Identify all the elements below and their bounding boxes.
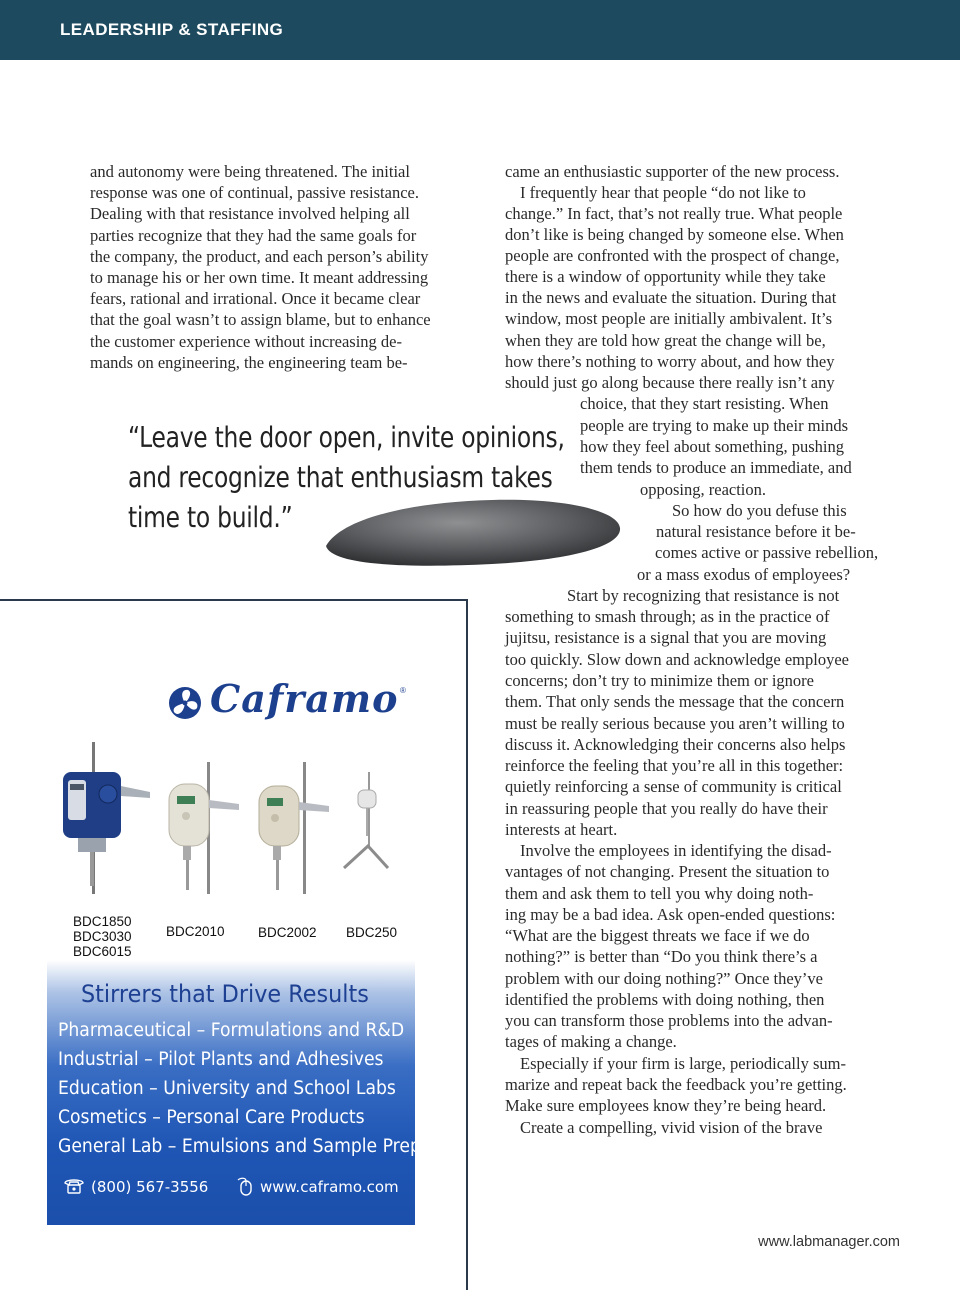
text-line: Make sure employees know they’re being heard.: [505, 1096, 827, 1115]
text-line: quietly reinforcing a sense of community is critical: [505, 777, 842, 796]
text-line: in the news and evaluate the situation. During that: [505, 288, 837, 307]
ad-market-line: Education – University and School Labs: [58, 1078, 396, 1099]
pull-quote-line: and recognize that enthusiasm takes: [128, 461, 553, 494]
text-line: marize and repeat back the feedback you’re getting.: [505, 1075, 847, 1094]
text-line: how they feel about something, pushing: [580, 437, 844, 456]
text-line: them tends to produce an immediate, and: [580, 458, 852, 477]
text-line: fears, rational and irrational. Once it became clear: [90, 289, 421, 309]
text-line: something to smash through; as in the practice of: [505, 607, 830, 626]
pull-quote-line: time to build.”: [128, 501, 293, 534]
ad-market-line: Cosmetics – Personal Care Products: [58, 1107, 365, 1128]
text-line: jujitsu, resistance is a signal that you are moving: [505, 628, 827, 647]
text-line: ing may be a bad idea. Ask open-ended questions:: [505, 905, 836, 924]
text-line: natural resistance before it be-: [656, 522, 856, 541]
caframo-logo[interactable]: [168, 676, 418, 730]
text-line: comes active or passive rebellion,: [655, 543, 879, 562]
text-line: people are confronted with the prospect of change,: [505, 246, 840, 265]
text-line: choice, that they start resisting. When: [580, 394, 829, 413]
text-line: change.” In fact, that’s not really true. What people: [505, 204, 843, 223]
ad-market-line: Industrial – Pilot Plants and Adhesives: [58, 1049, 384, 1070]
text-line: them. That only sends the message that the concern: [505, 692, 845, 711]
stirrer-image-bdc2010: [165, 762, 245, 894]
text-line: nothing?” is better than “Do you think there’s a: [505, 947, 818, 966]
ad-market-line: Pharmaceutical – Formulations and R&D: [58, 1020, 405, 1041]
registered-mark: ®: [400, 686, 406, 695]
text-line: came an enthusiastic supporter of the new process.: [505, 162, 840, 181]
text-line: vantages of not changing. Present the situation to: [505, 862, 830, 881]
text-line: interests at heart.: [505, 820, 618, 839]
text-line: should just go along because there really isn’t any: [505, 373, 835, 392]
phone-number[interactable]: (800) 567-3556: [91, 1178, 209, 1196]
text-line: there is a window of opportunity while they take: [505, 267, 826, 286]
text-line: mands on engineering, the engineering team be-: [90, 352, 408, 372]
stone-image: [322, 488, 622, 568]
text-line: Dealing with that resistance involved helping all: [90, 204, 410, 224]
stirrer-image-bdc1850: [58, 742, 156, 894]
model-label: BDC1850: [73, 914, 132, 929]
fan-icon: [168, 686, 202, 720]
text-line: too quickly. Slow down and acknowledge employee: [505, 650, 849, 669]
stirrer-image-bdc2002: [253, 762, 333, 894]
text-line: and autonomy were being threatened. The initial: [90, 162, 410, 181]
text-line: to manage his or her own time. It meant addressing: [90, 268, 429, 288]
text-line: I frequently hear that people “do not like to: [520, 183, 806, 202]
text-line: the company, the product, and each person’s ability: [90, 246, 429, 266]
ad-market-line: General Lab – Emulsions and Sample Prep: [58, 1136, 421, 1157]
ad-border: [0, 599, 468, 601]
text-line: parties recognize that they had the same goals for: [90, 225, 417, 245]
text-line: Create a compelling, vivid vision of the brave: [520, 1118, 823, 1137]
text-line: So how do you defuse this: [672, 501, 847, 520]
text-line: “What are the biggest threats we face if we do: [505, 926, 810, 945]
text-line: reinforce the feeling that you’re all in this together:: [505, 756, 844, 775]
text-line: Especially if your firm is large, periodically sum-: [520, 1054, 846, 1073]
text-line: must be really serious because you aren’t willing to: [505, 714, 845, 733]
text-line: tages of making a change.: [505, 1032, 677, 1051]
text-line: concerns; don’t try to minimize them or ignore: [505, 671, 814, 690]
stirrer-image-bdc250: [340, 772, 396, 874]
website-link[interactable]: www.caframo.com: [260, 1178, 399, 1196]
ad-headline: Stirrers that Drive Results: [81, 980, 369, 1008]
left-column: [90, 161, 480, 373]
text-line: that the goal wasn’t to assign blame, but to enhance: [90, 310, 431, 330]
model-label: BDC6015: [73, 944, 132, 959]
text-line: window, most people are initially ambivalent. It’s: [505, 309, 833, 328]
footer-website[interactable]: www.labmanager.com: [758, 1234, 900, 1250]
text-line: how there’s nothing to worry about, and how they: [505, 352, 835, 371]
text-line: discuss it. Acknowledging their concerns also helps: [505, 735, 846, 754]
text-line: opposing, reaction.: [640, 480, 767, 499]
ad-border: [466, 599, 468, 1290]
model-label: BDC2010: [166, 924, 225, 939]
text-line: Involve the employees in identifying the disad-: [520, 841, 832, 860]
phone-icon: [63, 1177, 85, 1195]
text-line: identified the problems with doing nothing, then: [505, 990, 825, 1009]
text-line: response was one of continual, passive resistance.: [90, 183, 419, 203]
mouse-icon: [235, 1176, 255, 1196]
logo-wordmark: Caframo: [210, 676, 399, 721]
text-line: when they are told how great the change will be,: [505, 331, 826, 350]
ad-panel[interactable]: [47, 960, 421, 1225]
text-line: them and ask them to tell you why doing noth-: [505, 884, 814, 903]
section-title: LEADERSHIP & STAFFING: [60, 20, 284, 39]
text-line: don’t like is being changed by someone else. When: [505, 225, 844, 244]
section-header-bar: [0, 0, 960, 60]
pull-quote-line: “Leave the door open, invite opinions,: [128, 421, 565, 454]
text-line: problem with our doing nothing?” Once they’ve: [505, 969, 824, 988]
model-label: BDC3030: [73, 929, 132, 944]
text-line: the customer experience without increasing de-: [90, 331, 403, 351]
model-label: BDC250: [346, 925, 398, 940]
model-label-group: [73, 914, 132, 959]
text-line: people are trying to make up their minds: [580, 416, 849, 435]
model-label: BDC2002: [258, 925, 317, 940]
text-line: or a mass exodus of employees?: [637, 565, 851, 584]
text-line: in reassuring people that you really do have their: [505, 799, 828, 818]
text-line: you can transform those problems into the advan-: [505, 1011, 833, 1030]
text-line: Start by recognizing that resistance is not: [567, 586, 840, 605]
